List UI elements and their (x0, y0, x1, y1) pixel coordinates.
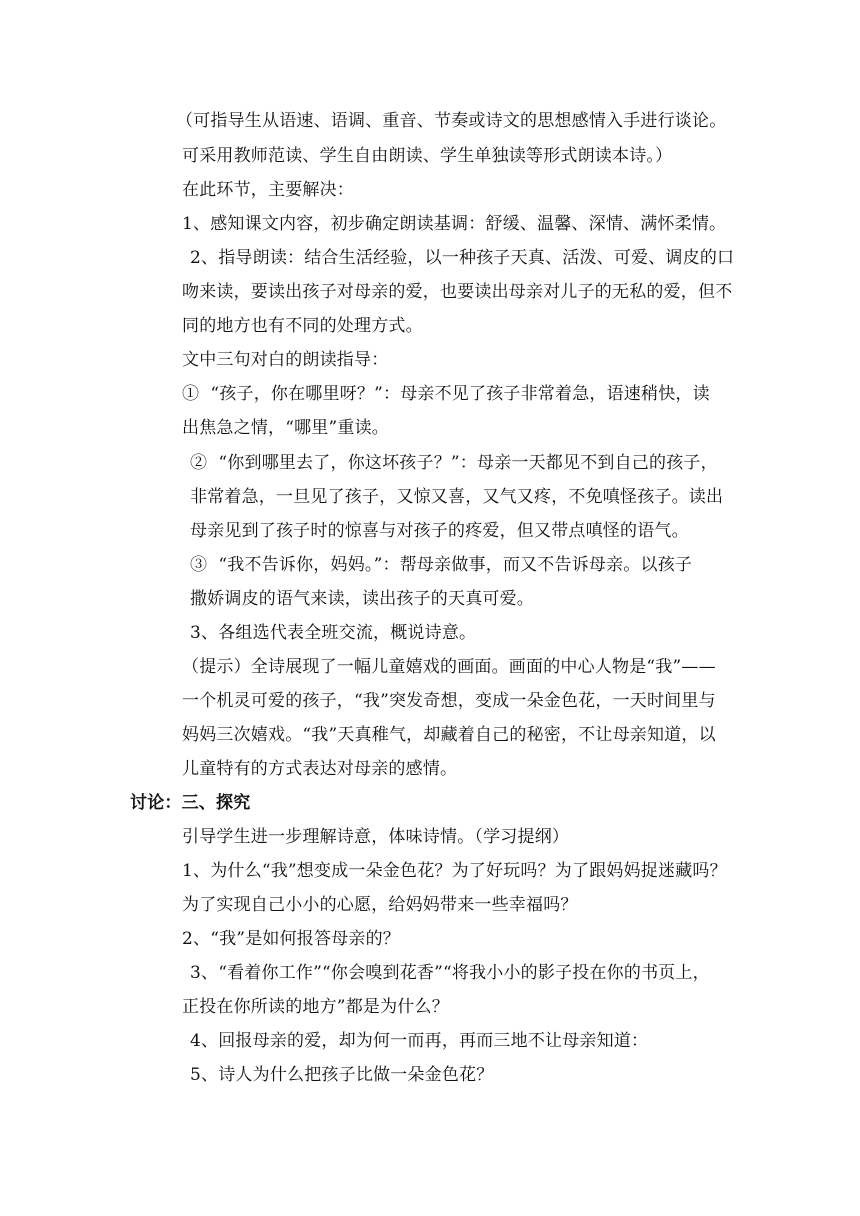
paragraph-line: 可采用教师范读、学生自由朗读、学生单独读等形式朗读本诗。） (182, 146, 673, 166)
list-item: ③ “我不告诉你，妈妈。”：帮母亲做事，而又不告诉母亲。以孩子 (190, 555, 693, 575)
paragraph-line: 撒娇调皮的语气来读，读出孩子的天真可爱。 (190, 589, 534, 609)
paragraph-line: 出焦急之情，“哪里”重读。 (182, 418, 389, 438)
list-item: 1、为什么“我”想变成一朵金色花？为了好玩吗？为了跟妈妈捉迷藏吗？ (182, 861, 727, 881)
list-item: 4、回报母亲的爱，却为何一而再，再而三地不让母亲知道： (190, 1031, 649, 1051)
paragraph-line: 引导学生进一步理解诗意，体味诗情。（学习提纲） (182, 827, 570, 847)
list-item: 3、各组选代表全班交流，概说诗意。 (190, 623, 477, 643)
paragraph-line: （提示）全诗展现了一幅儿童嬉戏的画面。画面的中心人物是“我”—— (182, 657, 716, 677)
list-item: ② “你到哪里去了，你这坏孩子？”：母亲一天都见不到自己的孩子， (190, 453, 718, 473)
list-item: 2、“我”是如何报答母亲的？ (182, 929, 400, 949)
paragraph-line: 在此环节，主要解决： (182, 180, 354, 200)
section-heading: 讨论：三、探究 (130, 793, 251, 813)
paragraph-line: 同的地方也有不同的处理方式。 (182, 316, 423, 336)
paragraph-line: 为了实现自己小小的心愿，给妈妈带来一些幸福吗？ (182, 895, 578, 915)
paragraph-line: （可指导生从语速、语调、重音、节奏或诗文的思想感情入手进行谈论。 (176, 111, 727, 131)
paragraph-line: 妈妈三次嬉戏。“我”天真稚气，却藏着自己的秘密，不让母亲知道，以 (182, 725, 716, 745)
paragraph-line: 吻来读，要读出孩子对母亲的爱，也要读出母亲对儿子的无私的爱，但不 (182, 282, 733, 302)
list-item: 5、诗人为什么把孩子比做一朵金色花？ (190, 1065, 494, 1085)
paragraph-line: 母亲见到了孩子时的惊喜与对孩子的疼爱，但又带点嗔怪的语气。 (190, 521, 689, 541)
list-item: 3、“看着你工作”“你会嗅到花香”“将我小小的影子投在你的书页上， (190, 963, 710, 983)
paragraph-line: 正投在你所读的地方”都是为什么？ (182, 997, 449, 1017)
list-item: ① “孩子，你在哪里呀？”：母亲不见了孩子非常着急，语速稍快，读 (182, 384, 710, 404)
list-item: 2、指导朗读：结合生活经验，以一种孩子天真、活泼、可爱、调皮的口 (190, 248, 735, 268)
paragraph-line: 儿童特有的方式表达对母亲的感情。 (182, 759, 458, 779)
paragraph-line: 非常着急，一旦见了孩子，又惊又喜，又气又疼，不免嗔怪孩子。读出 (190, 487, 724, 507)
paragraph-line: 一个机灵可爱的孩子，“我”突发奇想，变成一朵金色花，一天时间里与 (182, 691, 716, 711)
paragraph-line: 文中三句对白的朗读指导： (182, 350, 389, 370)
list-item: 1、感知课文内容，初步确定朗读基调：舒缓、温馨、深情、满怀柔情。 (182, 214, 727, 234)
